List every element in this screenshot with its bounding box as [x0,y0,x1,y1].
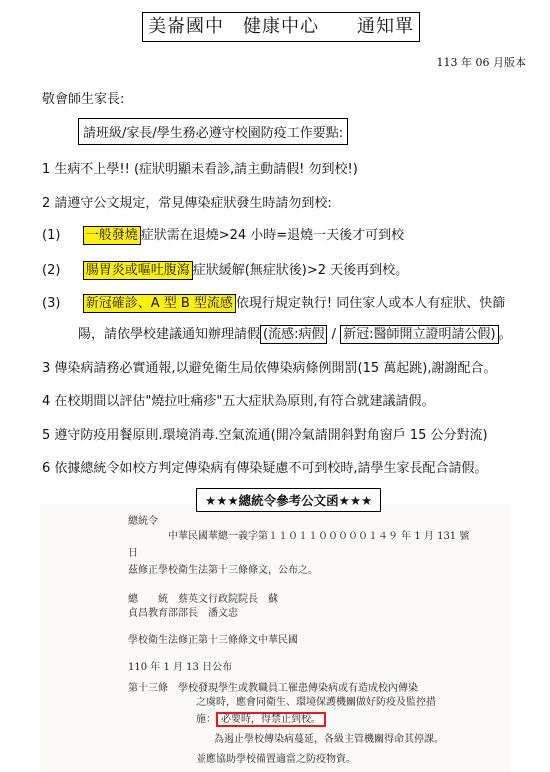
doc-line-11-prefix: 施： [196,714,216,725]
sub-item-2-text: 症狀緩解(無症狀後)>2 天後再到校。 [192,263,409,278]
doc-line-2: 中華民國華總一義字第１１０１１０００００１４９ 年 1 月 131 號 [168,531,470,542]
item-6: 6 依據總統令如校方判定傳染病有傳染疑慮不可到校時,請學生家長配合請假。 [42,461,488,476]
doc-line-3: 日 [128,548,138,559]
doc-line-4: 茲修正學校衛生法第十三條條文，公布之。 [128,565,318,576]
item-4: 4 在校期間以評估"燒拉吐痛疹"五大症狀為原則,有符合就建議請假。 [42,394,435,409]
doc-line-5: 總 統 蔡英文行政院院長 蘇 [128,594,278,605]
key-points-box: 請班級/家長/學生務必遵守校園防疫工作要點: [78,118,348,145]
sub-item-2 [42,259,408,278]
doc-line-12: 為遏止學校傳染病蔓延，各級主管機關得命其停課。 [214,734,444,745]
slash-separator: / [331,327,336,342]
doc-line-10: 之虞時，應會同衛生、環境保護機關做好防疫及監控措 [196,697,436,708]
doc-line-7: 學校衛生法修正第十三條條文中華民國 [128,635,298,646]
sub-item-1-text: 症狀需在退燒>24 小時=退燒一天後才可到校 [140,228,405,243]
sub-item-3-text: 依現行規定執行! 同住家人或本人有症狀、快篩 [235,296,506,311]
doc-line-6: 貞昌教育部部長 潘文忠 [128,608,238,619]
item-3: 3 傳染病請務必實通報,以避免衛生局依傳染病條例開罰(15 萬起跳),謝謝配合。 [42,361,497,376]
sub-item-3-end: 。 [498,327,512,342]
sub-item-1 [42,224,404,243]
doc-line-11 [196,710,326,725]
covid-official-leave-box: 新冠:醫師開立證明請公假) [340,325,498,344]
sub-item-3-line-2 [78,323,512,342]
highlighted-clause: 必要時，得禁止到校。 [216,712,326,727]
highlight-fever: 一般發燒 [83,226,141,245]
item-1: 1 生病不上學!! (症狀明顯未看診,請主動請假! 勿到校!) [42,162,358,177]
doc-line-9: 第十三條 學校發現學生或教職員工罹患傳染病或有造成校內傳染 [128,683,418,694]
item-2: 2 請遵守公文規定，常見傳染症狀發生時請勿到校: [42,196,332,211]
highlight-gastro: 腸胃炎或嘔吐腹瀉 [83,261,193,280]
sub-item-1-number: (1) [42,228,61,243]
sub-item-2-number: (2) [42,263,61,278]
doc-line-8: 110 年 1 月 13 日公布 [128,662,233,673]
sub-item-3-number: (3) [42,296,61,311]
notice-title: 美崙國中 健康中心 通知單 [142,12,420,42]
flu-sick-leave-box: (流感:病假 [260,325,327,344]
reference-title: ★★★總統令參考公文函★★★ [196,488,381,512]
doc-line-1: 總統令 [128,516,158,527]
sub-item-3 [42,292,505,311]
highlight-covid-flu: 新冠確診、A 型 B 型流感 [83,294,236,313]
item-5: 5 遵守防疫用餐原則.環境消毒.空氣流通(開冷氣請開斜對角窗戶 15 公分對流) [42,428,488,443]
doc-line-13: 並應協助學校備置適當之防疫物資。 [196,754,356,765]
sub-item-3-line-2-text: 陽，請依學校建議通知辦理請假 [78,327,261,342]
version-label: 113 年 06 月版本 [436,56,526,69]
greeting: 敬會師生家長: [42,92,125,107]
